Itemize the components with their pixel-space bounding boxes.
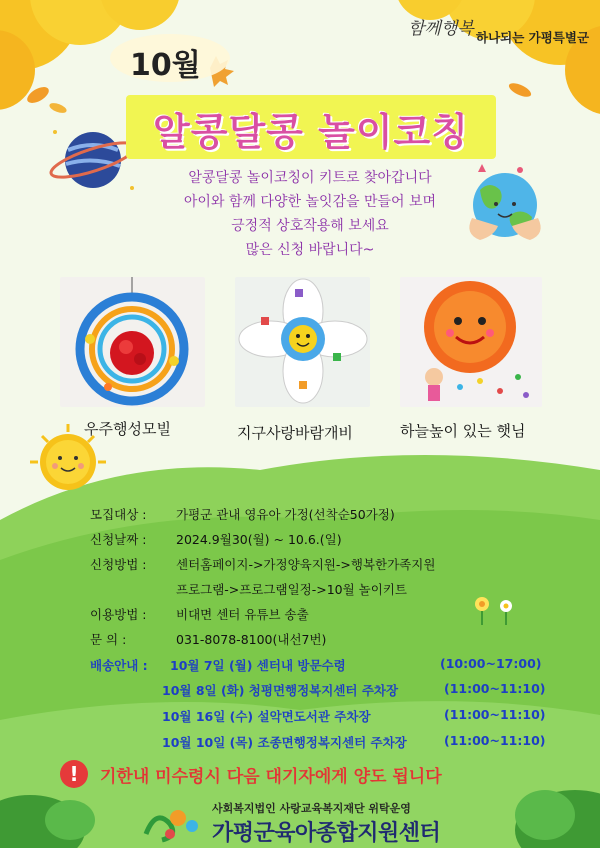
info-value: 센터홈페이지->가정양육지원->행복한가족지원 bbox=[176, 557, 436, 572]
month-text: 10월 bbox=[130, 48, 201, 83]
info-label: 신청방법 : bbox=[90, 557, 147, 572]
intro-line: 많은 신청 바랍니다~ bbox=[245, 242, 375, 258]
delivery-text: 10월 10일 (목) 조종면행정복지센터 주차장 bbox=[162, 735, 407, 750]
brand-signature: 함께행복 bbox=[408, 19, 474, 39]
info-label: 신청날짜 : bbox=[90, 532, 147, 547]
delivery-text: 10월 8일 (화) 청평면행정복지센터 주차장 bbox=[162, 683, 399, 698]
sun-plate-photo bbox=[400, 277, 542, 407]
delivery-text: 10월 7일 (월) 센터내 방문수령 bbox=[170, 658, 346, 673]
intro-text bbox=[120, 166, 500, 262]
intro-line: 아이와 함께 다양한 놀잇감을 만들어 보며 bbox=[183, 194, 437, 210]
leaf-icon bbox=[507, 80, 533, 99]
activity-caption: 지구사랑바람개비 bbox=[237, 424, 353, 442]
delivery-time: (11:00~11:10) bbox=[444, 733, 546, 748]
title-banner bbox=[126, 95, 496, 159]
delivery-row bbox=[90, 681, 550, 701]
footer-logo-block bbox=[140, 798, 470, 846]
delivery-row bbox=[90, 656, 550, 676]
delivery-row bbox=[90, 707, 550, 727]
delivery-time: (10:00~17:00) bbox=[440, 656, 542, 671]
activity-caption: 우주행성모빌 bbox=[84, 420, 171, 438]
brand-text: 하나되는 가평특별군 bbox=[476, 30, 590, 45]
info-value: 비대면 센터 유튜브 송출 bbox=[176, 607, 309, 622]
info-label: 이용방법 : bbox=[90, 607, 147, 622]
info-value: 2024.9월30(월) ~ 10.6.(일) bbox=[176, 532, 342, 547]
intro-line: 긍정적 상호작용해 보세요 bbox=[231, 218, 389, 234]
info-label: 배송안내 : bbox=[90, 658, 148, 673]
brand-logo bbox=[398, 8, 598, 52]
warning-notice bbox=[60, 758, 540, 792]
planet-mobile-photo bbox=[60, 277, 205, 407]
info-value: 031-8078-8100(내선7번) bbox=[176, 632, 327, 647]
info-value: 가평군 관내 영유아 가정(선착순50가정) bbox=[176, 507, 395, 522]
exclamation-icon: ! bbox=[60, 760, 88, 788]
footer-title: 가평군육아종합지원센터 bbox=[212, 821, 441, 846]
info-label: 문 의 : bbox=[90, 632, 127, 647]
delivery-time: (11:00~11:10) bbox=[444, 681, 546, 696]
leaf-icon bbox=[48, 101, 68, 115]
footer-subtitle: 사회복지법인 사랑교육복지재단 위탁운영 bbox=[212, 802, 411, 815]
center-logo-icon bbox=[140, 804, 200, 844]
page-title: 알콩달콩 놀이코칭 bbox=[153, 110, 469, 154]
activity-caption: 하늘높이 있는 햇님 bbox=[400, 422, 526, 440]
delivery-text: 10월 16일 (수) 설악면도서관 주차장 bbox=[162, 709, 371, 724]
intro-line: 알콩달콩 놀이코칭이 키트로 찾아갑니다 bbox=[188, 170, 432, 186]
delivery-time: (11:00~11:10) bbox=[444, 707, 546, 722]
info-label: 모집대상 : bbox=[90, 507, 147, 522]
month-label bbox=[112, 32, 232, 84]
warning-text: 기한내 미수령시 다음 대기자에게 양도 됩니다 bbox=[100, 767, 442, 787]
delivery-row bbox=[90, 733, 550, 753]
pinwheel-photo bbox=[235, 277, 370, 407]
info-value: 프로그램->프로그램일정->10월 놀이키트 bbox=[176, 582, 407, 597]
